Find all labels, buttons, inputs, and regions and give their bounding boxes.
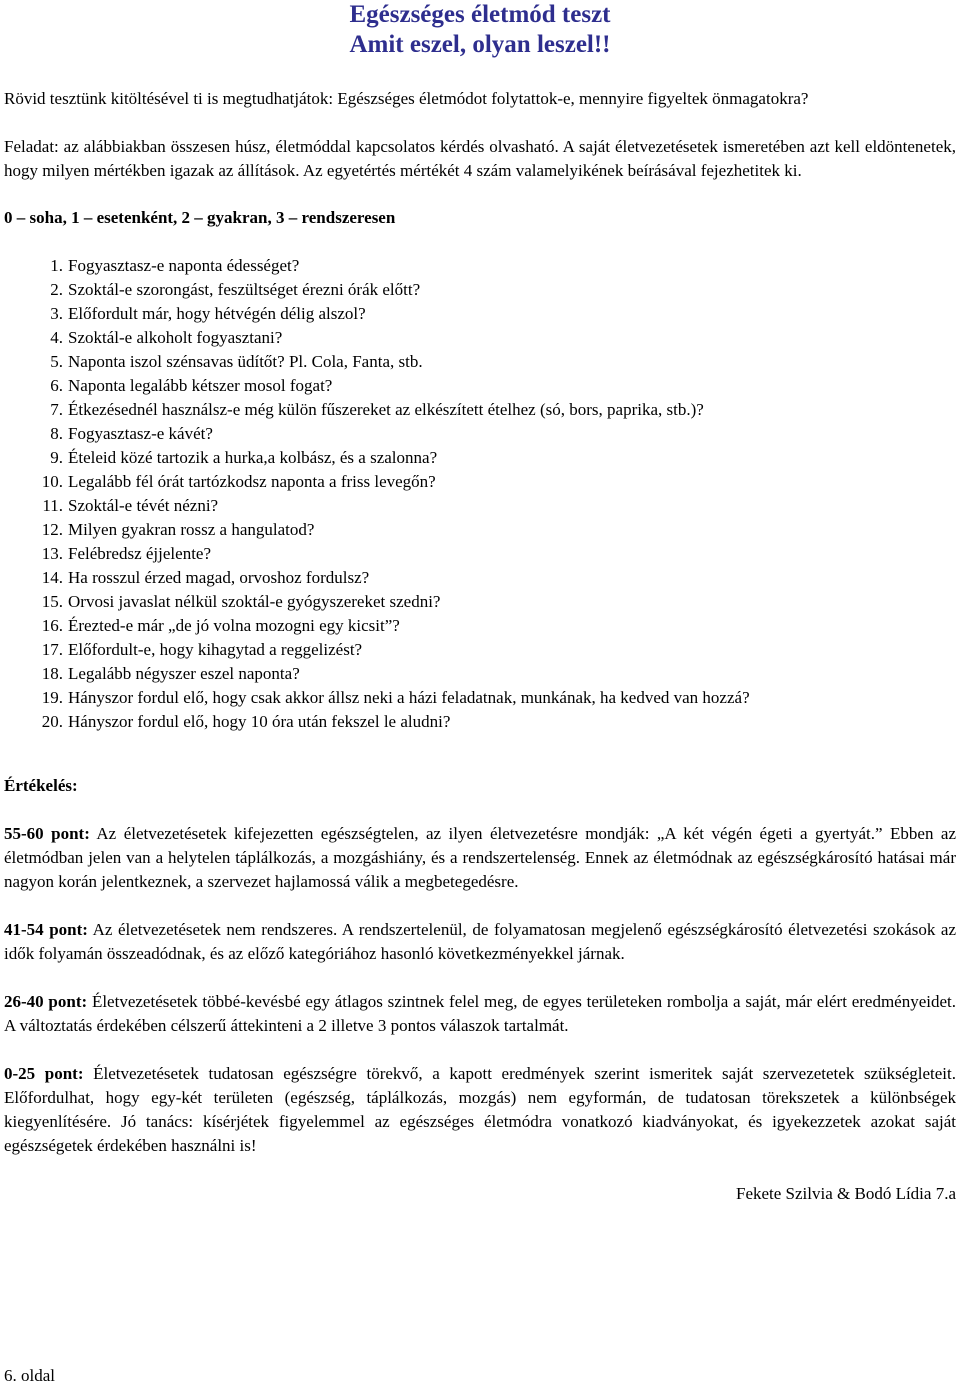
question-number: 3. [50, 304, 63, 323]
evaluation-section [4, 990, 956, 1038]
evaluation-heading: Értékelés: [4, 776, 78, 795]
question-text: Hányszor fordul elő, hogy csak akkor állsz neki a házi feladatnak, munkának, ha kedved van hozzá? [68, 688, 750, 707]
question-number: 7. [50, 400, 63, 419]
score-description: Életvezetésetek többé-kevésbé egy átlagos szintnek felel meg, de egyes területeken rombolja a saját, már elért eredményeidet. A változtatás érdekében célszerű áttekinteni a 2 illetve 3 pontos válaszok tartalmát. [4, 992, 957, 1035]
question-number: 15. [41, 592, 63, 611]
question-item [4, 350, 956, 374]
document-title-line2: Amit eszel, olyan leszel!! [349, 31, 611, 58]
question-item [4, 518, 956, 542]
intro-paragraph: Rövid tesztünk kitöltésével ti is megtudhatjátok: Egészséges életmódot folytattok-e, mennyire figyeltek önmagatokra? [4, 89, 809, 108]
question-item [4, 302, 956, 326]
question-number: 12. [41, 520, 63, 539]
question-item [4, 422, 956, 446]
question-text: Orvosi javaslat nélkül szoktál-e gyógyszereket szedni? [68, 592, 441, 611]
question-list [4, 254, 956, 734]
question-text: Előfordult már, hogy hétvégén délig alszol? [68, 304, 366, 323]
question-item [4, 710, 956, 734]
evaluation-section [4, 918, 956, 966]
score-description: Az életvezetésetek kifejezetten egészségtelen, az ilyen életvezetésre mondják: „A két végén égeti a gyertyát.” Ebben az életmódban jelen van a helytelen táplálkozás, a mozgáshiány, és a rendszertelenség. Ennek az életmódnak az egészségkárosító hatásai már nagyon korán jelentkeznek, a szervezet hajlamossá válik a megbetegedésre. [4, 824, 957, 891]
question-item [4, 662, 956, 686]
question-text: Felébredsz éjjelente? [68, 544, 212, 563]
question-item [4, 398, 956, 422]
question-text: Előfordult-e, hogy kihagytad a reggelizést? [68, 640, 363, 659]
question-text: Fogyasztasz-e naponta édességet? [68, 256, 300, 275]
answer-scale: 0 – soha, 1 – esetenként, 2 – gyakran, 3 – rendszeresen [4, 208, 396, 227]
score-range-label: 26-40 pont: [4, 992, 88, 1011]
question-number: 9. [50, 448, 63, 467]
question-number: 19. [41, 688, 63, 707]
question-number: 10. [41, 472, 63, 491]
question-number: 18. [41, 664, 63, 683]
question-number: 8. [50, 424, 63, 443]
evaluation-section [4, 822, 956, 894]
question-item [4, 326, 956, 350]
question-text: Ételeid közé tartozik a hurka,a kolbász, és a szalonna? [68, 448, 438, 467]
question-number: 5. [50, 352, 63, 371]
question-number: 13. [41, 544, 63, 563]
evaluation-section [4, 1062, 956, 1158]
question-number: 11. [42, 496, 63, 515]
task-paragraph: Feladat: az alábbiakban összesen húsz, életmóddal kapcsolatos kérdés olvasható. A saját életvezetésetek ismeretében azt kell eldöntenetek, hogy milyen mértékben igazak az állítások. Az egyetértés mértékét 4 szám valamelyikének beírásával fejezhetitek ki. [4, 137, 956, 180]
question-number: 6. [50, 376, 63, 395]
score-range-label: 55-60 pont: [4, 824, 90, 843]
question-text: Ha rosszul érzed magad, orvoshoz fordulsz? [68, 568, 370, 587]
document-page [4, 0, 956, 1206]
score-description: Életvezetésetek tudatosan egészségre törekvő, a kapott eredmények szerint ismeritek saját szervezetetek szükségleteit. Előfordulhat, hogy egy-két területen (egészség, táplálkozás, mozgás) nem egyformán, de tudatosan törekszetek a különbségek kiegyenlítésére. Jó tanács: kísérjétek figyelemmel az egészséges életmódra vonatkozó kiadványokat, és igyekezzetek azokat saját egészségetek érdekében használni is! [4, 1064, 956, 1155]
question-text: Legalább négyszer eszel naponta? [68, 664, 300, 683]
question-item [4, 254, 956, 278]
question-item [4, 446, 956, 470]
question-text: Szoktál-e szorongást, feszültséget érezni órák előtt? [68, 280, 421, 299]
question-item [4, 614, 956, 638]
question-item [4, 566, 956, 590]
question-item [4, 542, 956, 566]
question-number: 4. [50, 328, 63, 347]
question-text: Szoktál-e alkoholt fogyasztani? [68, 328, 283, 347]
question-number: 17. [41, 640, 63, 659]
question-text: Naponta legalább kétszer mosol fogat? [68, 376, 333, 395]
question-item [4, 686, 956, 710]
question-item [4, 638, 956, 662]
question-text: Étkezésednél használsz-e még külön fűszereket az elkészített ételhez (só, bors, paprika, stb.)? [68, 400, 704, 419]
question-text: Naponta iszol szénsavas üdítőt? Pl. Cola, Fanta, stb. [68, 352, 423, 371]
question-text: Hányszor fordul elő, hogy 10 óra után fekszel le aludni? [68, 712, 451, 731]
question-item [4, 374, 956, 398]
question-number: 20. [41, 712, 63, 731]
evaluation-sections [4, 822, 956, 1158]
question-text: Legalább fél órát tartózkodsz naponta a friss levegőn? [68, 472, 436, 491]
question-number: 14. [41, 568, 63, 587]
question-number: 1. [50, 256, 63, 275]
question-text: Milyen gyakran rossz a hangulatod? [68, 520, 315, 539]
author-signature: Fekete Szilvia & Bodó Lídia 7.a [735, 1184, 956, 1203]
score-range-label: 41-54 pont: [4, 920, 88, 939]
question-number: 16. [41, 616, 63, 635]
question-item [4, 470, 956, 494]
question-item [4, 494, 956, 518]
question-item [4, 590, 956, 614]
question-text: Érezted-e már „de jó volna mozogni egy kicsit”? [68, 616, 400, 635]
question-text: Szoktál-e tévét nézni? [68, 496, 219, 515]
score-description: Az életvezetésetek nem rendszeres. A rendszertelenül, de folyamatosan megjelenő egészségkárosító életvezetési szokások az idők folyamán összeadódnak, és az előző kategóriához hasonló következményekkel járnak. [4, 920, 956, 963]
question-item [4, 278, 956, 302]
page-number: 6. oldal [4, 1366, 55, 1385]
question-text: Fogyasztasz-e kávét? [68, 424, 213, 443]
score-range-label: 0-25 pont: [4, 1064, 84, 1083]
document-title-line1: Egészséges életmód teszt [349, 1, 611, 28]
question-number: 2. [50, 280, 63, 299]
